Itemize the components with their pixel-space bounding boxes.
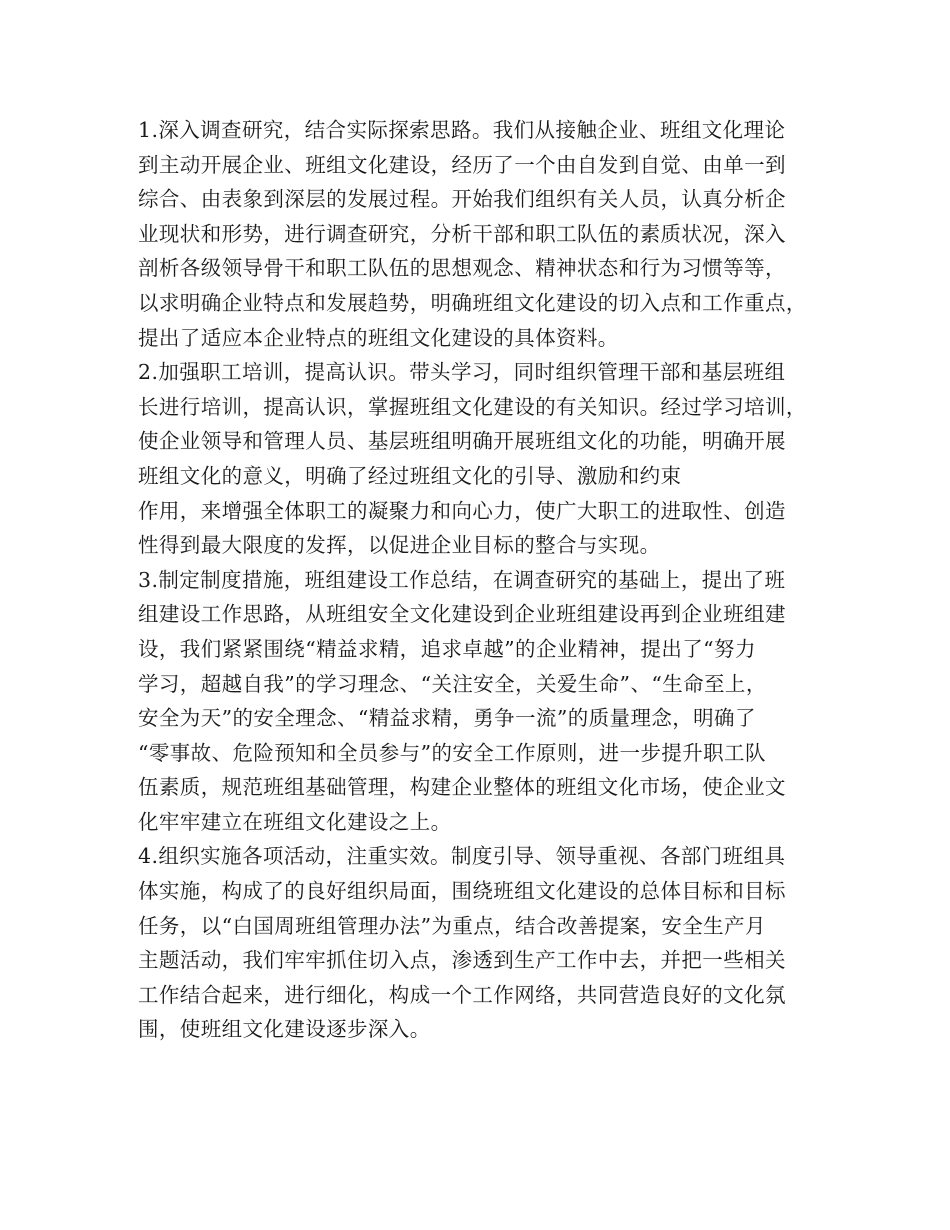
text-line: 到主动开展企业、班组文化建设，经历了一个由自发到自觉、由单一到 [138, 152, 786, 177]
text-line: 主题活动，我们牢牢抓住切入点，渗透到生产工作中去，并把一些相关 [138, 948, 786, 973]
text-line: 综合、由表象到深层的发展过程。开始我们组织有关人员，认真分析企 [138, 187, 786, 212]
text-line: 工作结合起来，进行细化，构成一个工作网络，共同营造良好的文化氛 [138, 982, 786, 1007]
text-line: 剖析各级领导骨干和职工队伍的思想观念、精神状态和行为习惯等等， [138, 256, 786, 281]
text-line: 伍素质，规范班组基础管理，构建企业整体的班组文化市场，使企业文 [138, 775, 786, 800]
text-line: 安全为天”的安全理念、“精益求精，勇争一流”的质量理念，明确了 [138, 706, 756, 731]
text-line: 以求明确企业特点和发展趋势，明确班组文化建设的切入点和工作重点， [138, 290, 807, 315]
text-line: 围，使班组文化建设逐步深入。 [138, 1017, 431, 1042]
text-line: 3.制定制度措施，班组建设工作总结，在调查研究的基础上，提出了班 [138, 567, 786, 592]
text-line: 班组文化的意义，明确了经过班组文化的引导、激励和约束 [138, 463, 682, 488]
text-line: 长进行培训，提高认识，掌握班组文化建设的有关知识。经过学习培训， [138, 394, 807, 419]
text-line: 设，我们紧紧围绕“精益求精，追求卓越”的企业精神，提出了“努力 [138, 636, 756, 661]
text-line: “零事故、危险预知和全员参与”的安全工作原则，进一步提升职工队 [138, 740, 766, 765]
text-line: 性得到最大限度的发挥，以促进企业目标的整合与实现。 [138, 533, 661, 558]
text-line: 任务，以“白国周班组管理办法”为重点，结合改善提案，安全生产月 [138, 913, 766, 938]
text-line: 作用，来增强全体职工的凝聚力和向心力，使广大职工的进取性、创造 [138, 498, 786, 523]
text-line: 业现状和形势，进行调查研究，分析干部和职工队伍的素质状况，深入 [138, 221, 786, 246]
text-line: 2.加强职工培训，提高认识。带头学习，同时组织管理干部和基层班组 [138, 360, 786, 385]
body-text [138, 113, 828, 1047]
text-line: 体实施，构成了的良好组织局面，围绕班组文化建设的总体目标和目标 [138, 879, 786, 904]
text-line: 组建设工作思路，从班组安全文化建设到企业班组建设再到企业班组建 [138, 602, 786, 627]
text-line: 4.组织实施各项活动，注重实效。制度引导、领导重视、各部门班组具 [138, 844, 786, 869]
text-line: 1.深入调查研究，结合实际探索思路。我们从接触企业、班组文化理论 [138, 118, 786, 142]
text-line: 学习，超越自我”的学习理念、“关注安全，关爱生命”、“生命至上， [138, 671, 767, 696]
text-line: 化牢牢建立在班组文化建设之上。 [138, 809, 452, 834]
text-line: 使企业领导和管理人员、基层班组明确开展班组文化的功能，明确开展 [138, 429, 786, 454]
text-line: 提出了适应本企业特点的班组文化建设的具体资料。 [138, 325, 619, 350]
